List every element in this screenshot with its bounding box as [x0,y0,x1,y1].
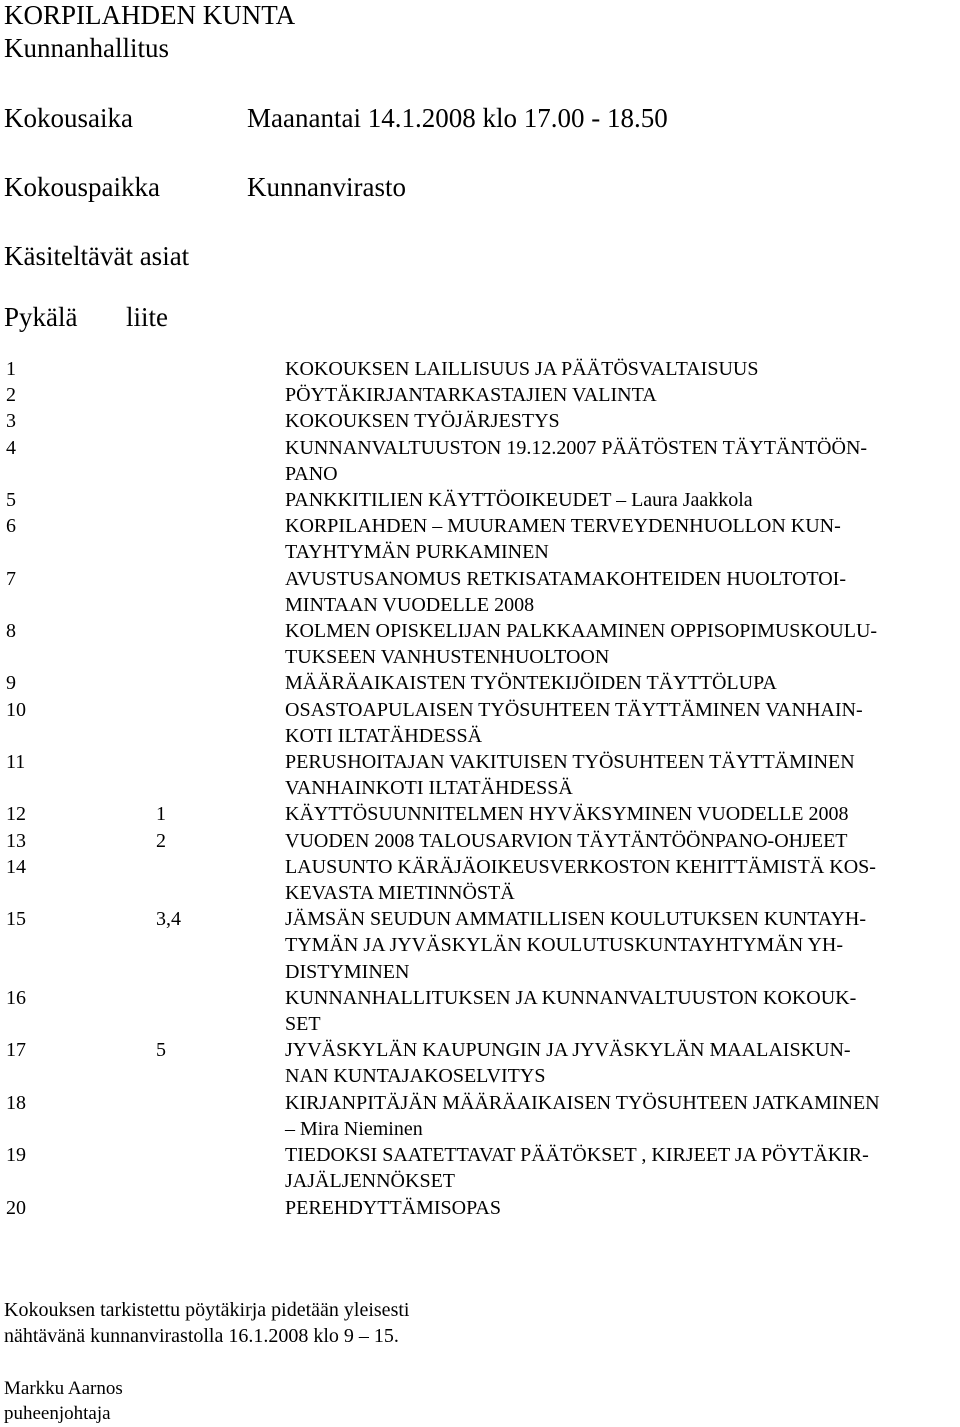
agenda-item-number: 4 [6,436,16,459]
agenda-items-list [0,356,960,1221]
notice-line-1: Kokouksen tarkistettu pöytäkirja pidetään yleisesti [4,1299,410,1321]
agenda-item-title [285,356,960,382]
agenda-item-title-line: PANO [285,462,338,485]
agenda-item-number: 13 [6,829,26,852]
agenda-item-title-line: PÖYTÄKIRJANTARKASTAJIEN VALINTA [285,384,657,407]
agenda-item-title-line: KORPILAHDEN – MUURAMEN TERVEYDENHUOLLON KUN- [285,515,841,538]
agenda-item [0,1195,960,1221]
agenda-item-title [285,1090,960,1142]
agenda-item-title-line: KEVASTA MIETINNÖSTÄ [285,882,515,905]
agenda-item-number: 6 [6,515,16,538]
agenda-item-number: 1 [6,358,16,380]
agenda-item-attachment: 2 [156,829,166,852]
agenda-item-attachment: 1 [156,803,166,826]
agenda-item [0,985,960,1037]
agenda-item [0,618,960,670]
agenda-item [0,513,960,565]
signatory-name: Markku Aarnos [4,1378,123,1399]
agenda-item-title-line: KOKOUKSEN TYÖJÄRJESTYS [285,410,560,433]
agenda-item-title [285,1037,960,1089]
agenda-item-title [285,670,960,696]
agenda-item [0,1090,960,1142]
agenda-item [0,749,960,801]
agenda-item-title-line: TIEDOKSI SAATETTAVAT PÄÄTÖKSET , KIRJEET JA PÖYTÄKIR- [285,1144,869,1167]
agenda-item-title-line: TYMÄN JA JYVÄSKYLÄN KOULUTUSKUNTAYHTYMÄN YH- [285,934,844,957]
agenda-item-title-line: OSASTOAPULAISEN TYÖSUHTEEN TÄYTTÄMINEN VANHAIN- [285,698,863,721]
meeting-place-label: Kokouspaikka [4,172,160,202]
agenda-item-title-line: VANHAINKOTI ILTATÄHDESSÄ [285,777,573,800]
meeting-place-value: Kunnanvirasto [247,172,406,202]
agenda-item-number: 18 [6,1091,26,1114]
agenda-item-number: 17 [6,1039,26,1062]
org-name: KORPILAHDEN KUNTA [4,0,296,30]
agenda-item-title-line: NAN KUNTAJAKOSELVITYS [285,1065,546,1088]
agenda-item-attachment: 3,4 [156,908,181,931]
agenda-item-title-line: JÄMSÄN SEUDUN AMMATILLISEN KOULUTUKSEN KUNTAYH- [285,908,866,931]
agenda-item-title-line: SET [285,1013,321,1036]
agenda-item-title-line: JYVÄSKYLÄN KAUPUNGIN JA JYVÄSKYLÄN MAALAISKUN- [285,1039,851,1062]
agenda-item-title-line: TUKSEEN VANHUSTENHUOLTOON [285,646,610,669]
agenda-item [0,1142,960,1194]
agenda-item-title [285,1142,960,1194]
agenda-item-title-line: KOKOUKSEN LAILLISUUS JA PÄÄTÖSVALTAISUUS [285,358,759,380]
agenda-item-title [285,749,960,801]
agenda-heading: Käsiteltävät asiat [4,241,190,271]
agenda-item-title-line: DISTYMINEN [285,960,410,983]
column-header-attachment: liite [126,302,168,332]
agenda-item-title-line: KOTI ILTATÄHDESSÄ [285,724,483,747]
meeting-time-label: Kokousaika [4,103,133,133]
agenda-item-title-line: PANKKITILIEN KÄYTTÖOIKEUDET – Laura Jaakkola [285,489,753,512]
governing-body: Kunnanhallitus [4,33,169,63]
agenda-item [0,906,960,985]
agenda-item-title [285,618,960,670]
agenda-item [0,801,960,827]
agenda-item-number: 19 [6,1144,26,1167]
agenda-item-attachment: 5 [156,1039,166,1062]
signatory-title: puheenjohtaja [4,1403,111,1424]
agenda-item-title [285,435,960,487]
agenda-item-title-line: JAJÄLJENNÖKSET [285,1170,455,1193]
agenda-item-number: 3 [6,410,16,433]
agenda-item-title [285,828,960,854]
agenda-item-title [285,566,960,618]
agenda-item-number: 9 [6,672,16,695]
agenda-item-title-line: KÄYTTÖSUUNNITELMEN HYVÄKSYMINEN VUODELLE 2008 [285,803,849,826]
agenda-item-title-line: LAUSUNTO KÄRÄJÄOIKEUSVERKOSTON KEHITTÄMISTÄ KOS- [285,855,876,878]
agenda-item-title-line: – Mira Nieminen [285,1117,423,1140]
column-header-section: Pykälä [4,302,78,332]
agenda-item [0,487,960,513]
agenda-item-title [285,408,960,434]
agenda-item-title-line: PERUSHOITAJAN VAKITUISEN TYÖSUHTEEN TÄYTTÄMINEN [285,751,855,774]
agenda-item-title-line: KIRJANPITÄJÄN MÄÄRÄAIKAISEN TYÖSUHTEEN JATKAMINEN [285,1091,880,1114]
agenda-item-number: 12 [6,803,26,826]
agenda-item [0,435,960,487]
agenda-item [0,697,960,749]
agenda-item-title-line: TAYHTYMÄN PURKAMINEN [285,541,549,564]
agenda-item-title-line: VUODEN 2008 TALOUSARVION TÄYTÄNTÖÖNPANO-OHJEET [285,829,848,852]
agenda-item-title-line: MÄÄRÄAIKAISTEN TYÖNTEKIJÖIDEN TÄYTTÖLUPA [285,672,777,695]
agenda-item-title [285,382,960,408]
agenda-item [0,382,960,408]
agenda-item-number: 15 [6,908,26,931]
agenda-item-title [285,697,960,749]
notice-line-2: nähtävänä kunnanvirastolla 16.1.2008 klo 9 – 15. [4,1325,399,1347]
agenda-item-title-line: KUNNANVALTUUSTON 19.12.2007 PÄÄTÖSTEN TÄYTÄNTÖÖN- [285,436,868,459]
agenda-item-title-line: KUNNANHALLITUKSEN JA KUNNANVALTUUSTON KOKOUK- [285,986,857,1009]
agenda-item [0,670,960,696]
agenda-item [0,828,960,854]
agenda-item-number: 7 [6,567,16,590]
agenda-item [0,566,960,618]
agenda-item-title-line: MINTAAN VUODELLE 2008 [285,593,535,616]
agenda-item-title [285,487,960,513]
agenda-item-number: 11 [6,751,26,774]
agenda-item-number: 14 [6,855,26,878]
agenda-item-title [285,854,960,906]
agenda-item-title [285,513,960,565]
agenda-item [0,356,960,382]
agenda-item-number: 2 [6,384,16,407]
agenda-item-title-line: AVUSTUSANOMUS RETKISATAMAKOHTEIDEN HUOLTOTOI- [285,567,847,590]
agenda-item-title-line: PEREHDYTTÄMISOPAS [285,1196,501,1219]
agenda-item-number: 10 [6,698,26,721]
agenda-item-title [285,801,960,827]
agenda-item-number: 16 [6,986,26,1009]
agenda-item-title-line: KOLMEN OPISKELIJAN PALKKAAMINEN OPPISOPIMUSKOULU- [285,620,878,643]
meeting-time-value: Maanantai 14.1.2008 klo 17.00 - 18.50 [247,103,668,133]
agenda-item [0,854,960,906]
agenda-item-title [285,906,960,985]
agenda-item-title [285,985,960,1037]
agenda-item-number: 8 [6,620,16,643]
agenda-item [0,408,960,434]
agenda-item-number: 5 [6,489,16,512]
agenda-item-title [285,1195,960,1221]
agenda-item-number: 20 [6,1196,26,1219]
agenda-item [0,1037,960,1089]
